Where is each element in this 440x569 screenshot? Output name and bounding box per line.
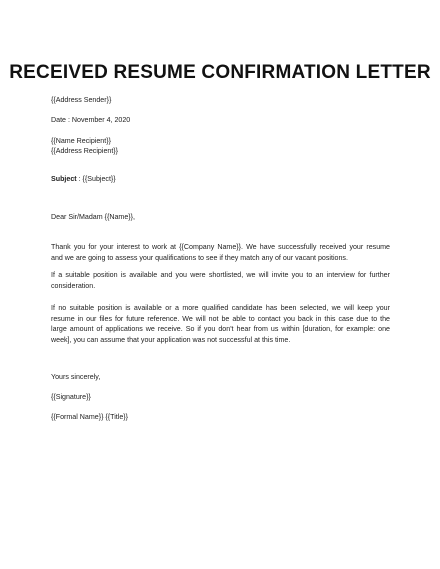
paragraph-2-line-2: consideration. bbox=[51, 281, 96, 290]
paragraph-3-line-3: large amount of applications we receive. So if you don't hear from us within [duration, for example: one bbox=[51, 325, 390, 333]
subject-label: Subject bbox=[51, 175, 77, 183]
letter-date: Date : November 4, 2020 bbox=[51, 116, 131, 124]
name-recipient: {{Name Recipient}} bbox=[51, 137, 111, 145]
formal-name-title: {{Formal Name}} {{Title}} bbox=[51, 413, 129, 421]
subject-line bbox=[51, 174, 116, 185]
paragraph-2-line-1: If a suitable position is available and you were shortlisted, we will invite you to an interview for further bbox=[51, 271, 390, 279]
paragraph-1-line-1: Thank you for your interest to work at {{Company Name}}. We have successfully received your resume bbox=[51, 243, 390, 251]
paragraph-2 bbox=[51, 270, 390, 291]
letter-title: RECEIVED RESUME CONFIRMATION LETTER bbox=[9, 62, 431, 83]
salutation: Dear Sir/Madam {{Name}}, bbox=[51, 213, 135, 221]
subject-value: : {{Subject}} bbox=[76, 175, 116, 183]
paragraph-1-line-2: and we are going to assess your qualifications to see if they match any of our vacant positions. bbox=[51, 253, 348, 262]
signature: {{Signature}} bbox=[51, 393, 91, 401]
paragraph-3-line-1: If no suitable position is available or a more qualified candidate has been selected, we will keep your bbox=[51, 304, 390, 312]
address-sender: {{Address Sender}} bbox=[51, 96, 112, 104]
paragraph-3-line-2: resume in our files for future reference. We will not be able to contact you back in this case due to the bbox=[51, 314, 390, 323]
paragraph-3 bbox=[51, 303, 390, 345]
paragraph-3-line-4: week], you can assume that your application was not successful at this time. bbox=[51, 335, 291, 344]
address-recipient: {{Address Recipient}} bbox=[51, 147, 119, 155]
closing: Yours sincerely, bbox=[51, 373, 101, 381]
paragraph-1 bbox=[51, 242, 390, 263]
